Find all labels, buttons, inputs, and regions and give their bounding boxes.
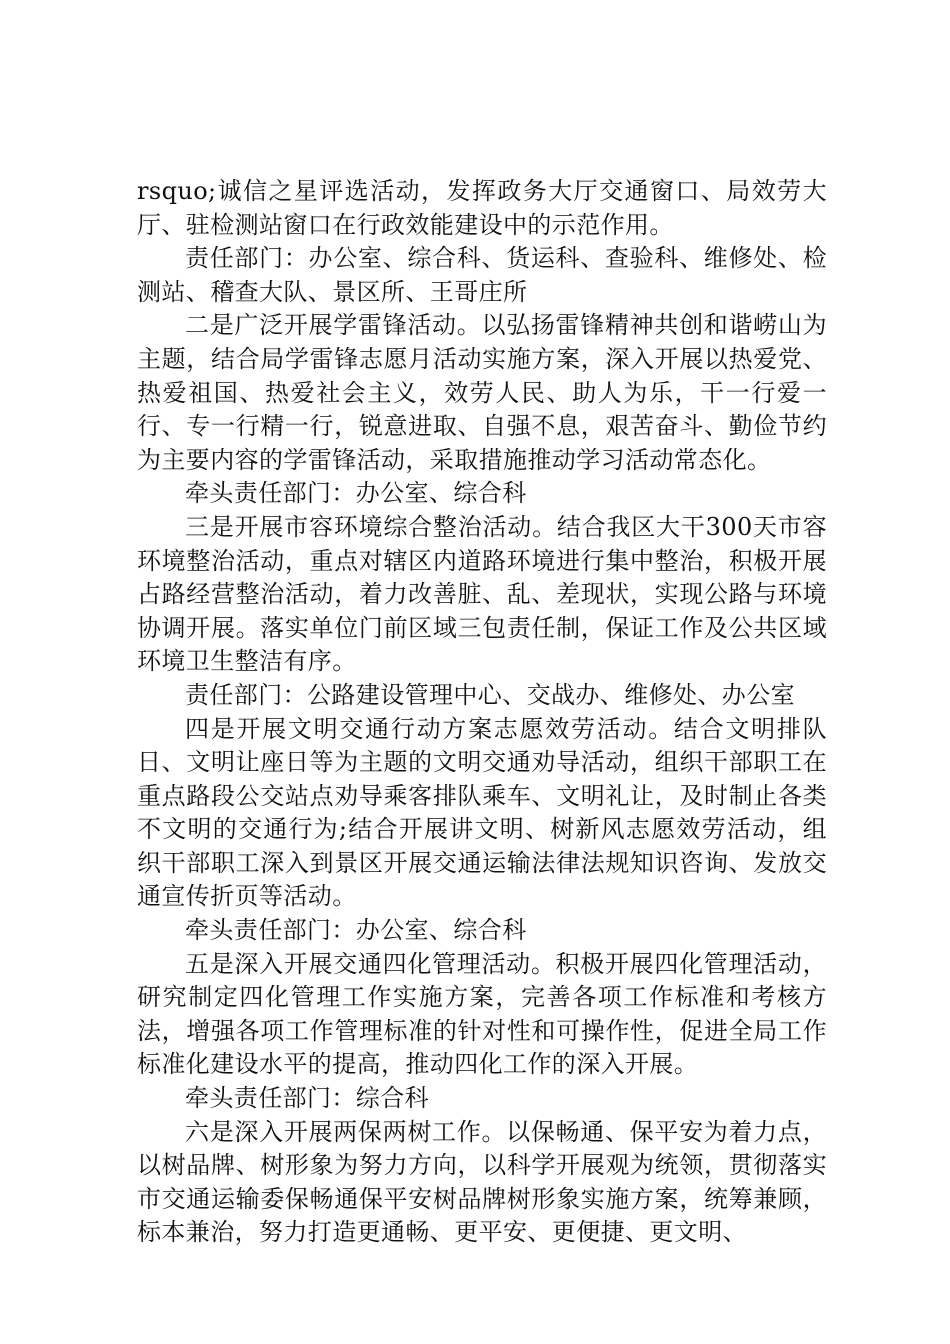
paragraph-5: 三是开展市容环境综合整治活动。结合我区大干300天市容环境整治活动，重点对辖区内道路环境进行集中整治，积极开展占路经营整治活动，着力改善脏、乱、差现状，实现公路与环境协调开展。落实单位门前区域三包责任制，保证工作及公共区域环境卫生整洁有序。 <box>137 512 827 676</box>
document-page <box>137 175 827 1250</box>
paragraph-2: 责任部门：办公室、综合科、货运科、查验科、维修处、检测站、稽查大队、景区所、王哥庄所 <box>137 244 827 306</box>
paragraph-6: 责任部门：公路建设管理中心、交战办、维修处、办公室 <box>185 680 795 709</box>
paragraph-10: 牵头责任部门：综合科 <box>185 1084 429 1113</box>
paragraph-7: 四是开展文明交通行动方案志愿效劳活动。结合文明排队日、文明让座日等为主题的文明交通劝导活动，组织干部职工在重点路段公交站点劝导乘客排队乘车、文明礼让，及时制止各类不文明的交通行为;结合开展讲文明、树新风志愿效劳活动，组织干部职工深入到景区开展交通运输法律法规知识咨询、发放交通宣传折页等活动。 <box>137 714 827 911</box>
paragraph-4: 牵头责任部门：办公室、综合科 <box>185 479 527 508</box>
paragraph-3: 二是广泛开展学雷锋活动。以弘扬雷锋精神共创和谐崂山为主题，结合局学雷锋志愿月活动实施方案，深入开展以热爱党、热爱祖国、热爱社会主义，效劳人民、助人为乐，干一行爱一行、专一行精一行，锐意进取、自强不息，艰苦奋斗、勤俭节约为主要内容的学雷锋活动，采取措施推动学习活动常态化。 <box>137 311 827 474</box>
paragraph-1: rsquo;诚信之星评选活动，发挥政务大厅交通窗口、局效劳大厅、驻检测站窗口在行政效能建设中的示范作用。 <box>137 177 827 239</box>
paragraph-9: 五是深入开展交通四化管理活动。积极开展四化管理活动，研究制定四化管理工作实施方案，完善各项工作标准和考核方法，增强各项工作管理标准的针对性和可操作性，促进全局工作标准化建设水平的提高，推动四化工作的深入开展。 <box>137 949 827 1079</box>
paragraph-8: 牵头责任部门：办公室、综合科 <box>185 916 527 945</box>
paragraph-11: 六是深入开展两保两树工作。以保畅通、保平安为着力点，以树品牌、树形象为努力方向，以科学开展观为统领，贯彻落实市交通运输委保畅通保平安树品牌树形象实施方案，统筹兼顾，标本兼治，努力打造更通畅、更平安、更便捷、更文明、 <box>137 1117 827 1247</box>
